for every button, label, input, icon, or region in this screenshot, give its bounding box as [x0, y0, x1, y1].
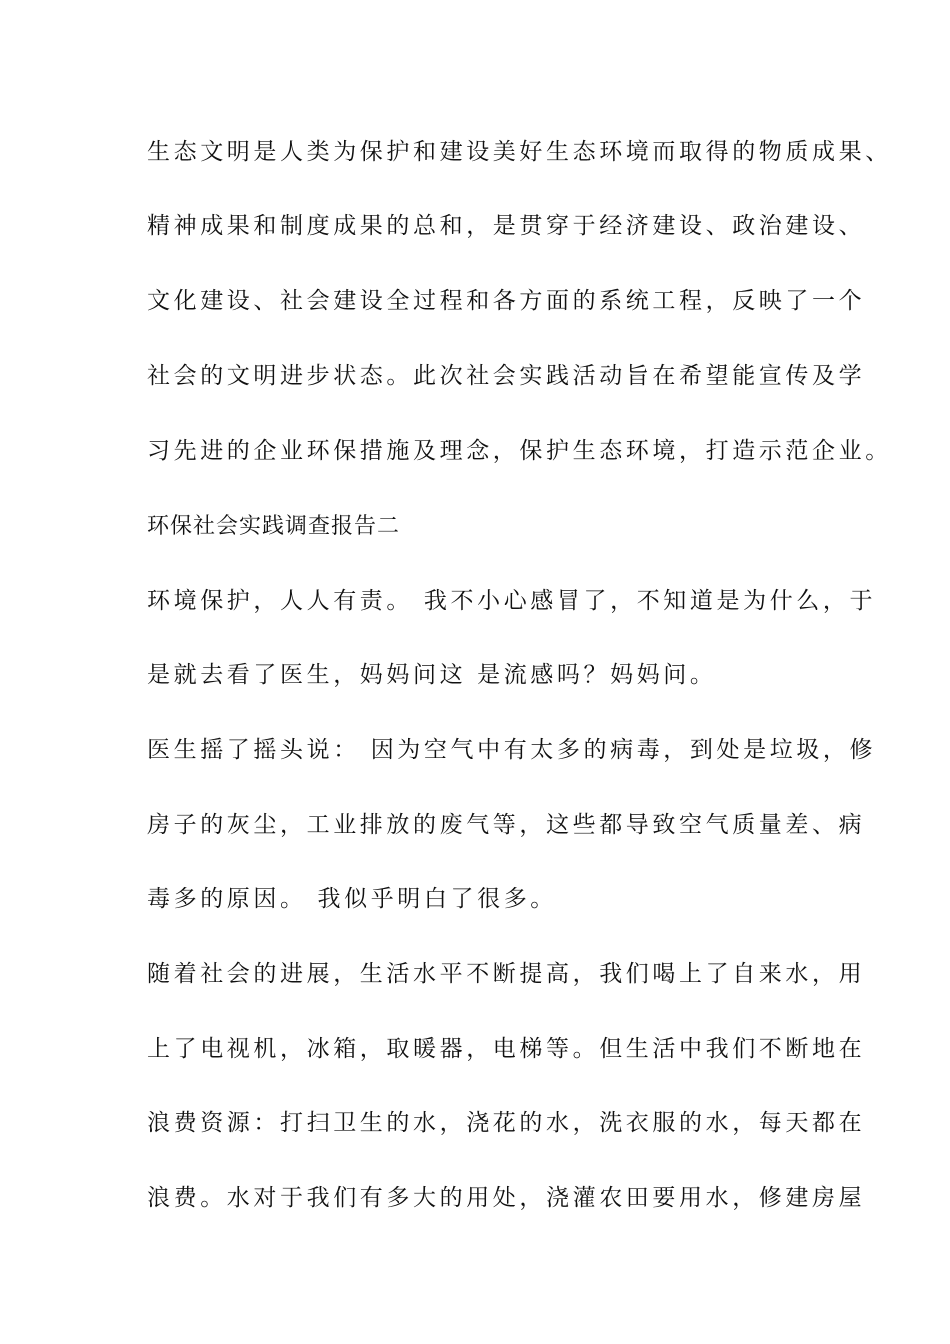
paragraph-line-13: 上了电视机，冰箱，取暖器，电梯等。但生活中我们不断地在: [147, 1036, 866, 1062]
paragraph-line-14: 浪费资源：打扫卫生的水，浇花的水，洗衣服的水，每天都在: [147, 1110, 866, 1136]
paragraph-line-9: 医生摇了摇头说： 因为空气中有太多的病毒，到处是垃圾，修: [147, 737, 877, 763]
paragraph-line-10: 房子的灰尘，工业排放的废气等，这些都导致空气质量差、病: [147, 812, 866, 838]
paragraph-line-2: 精神成果和制度成果的总和，是贯穿于经济建设、政治建设、: [147, 213, 866, 239]
paragraph-line-12: 随着社会的进展，生活水平不断提高，我们喝上了自来水，用: [147, 961, 866, 987]
paragraph-line-7: 环境保护，人人有责。 我不小心感冒了，不知道是为什么，于: [147, 588, 877, 614]
paragraph-line-4: 社会的文明进步状态。此次社会实践活动旨在希望能宣传及学: [147, 363, 866, 389]
paragraph-line-1: 生态文明是人类为保护和建设美好生态环境而取得的物质成果、: [147, 139, 892, 165]
paragraph-line-11: 毒多的原因。 我似乎明白了很多。: [147, 886, 557, 912]
paragraph-line-5: 习先进的企业环保措施及理念，保护生态环境，打造示范企业。: [147, 438, 892, 464]
section-heading: 环保社会实践调查报告二: [147, 514, 401, 539]
paragraph-line-8: 是就去看了医生，妈妈问这 是流感吗？妈妈问。: [147, 662, 717, 688]
paragraph-line-3: 文化建设、社会建设全过程和各方面的系统工程，反映了一个: [147, 288, 866, 314]
paragraph-line-15: 浪费。水对于我们有多大的用处，浇灌农田要用水，修建房屋: [147, 1185, 866, 1211]
